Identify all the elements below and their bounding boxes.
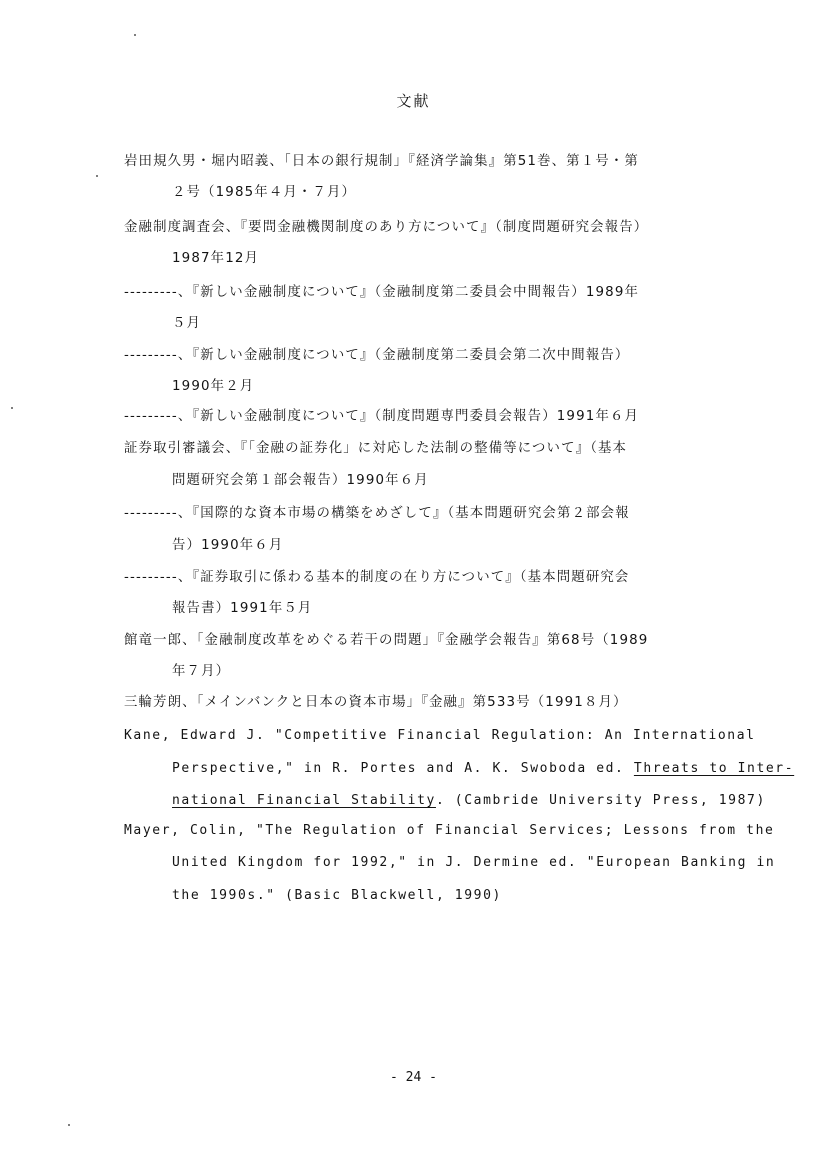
reference-line: ２号（1985年４月・７月） — [172, 185, 357, 200]
reference-line: Kane, Edward J. "Competitive Financial Regulation: An International — [124, 728, 756, 743]
reference-line: 報告書）1991年５月 — [172, 601, 313, 616]
reference-line: ---------、『新しい金融制度について』（金融制度第二委員会第二次中間報告） — [124, 348, 630, 363]
scan-speck — [68, 1124, 70, 1126]
reference-line: ---------、『国際的な資本市場の構築をめざして』（基本問題研究会第２部会報 — [124, 506, 630, 521]
reference-line: 問題研究会第１部会報告）1990年６月 — [172, 473, 429, 488]
reference-line: 館竜一郎、「金融制度改革をめぐる若干の問題」『金融学会報告』第68号（1989 — [124, 633, 649, 648]
book-title-underlined: Threats to Inter- — [633, 761, 795, 776]
page-number: - 24 - — [390, 1070, 437, 1085]
reference-line: 告）1990年６月 — [172, 538, 284, 553]
scan-speck — [11, 407, 13, 409]
scan-speck — [96, 175, 98, 177]
book-title-underlined: national Financial Stability — [172, 793, 436, 808]
page-title: 文献 — [396, 92, 431, 110]
reference-line — [172, 792, 766, 810]
reference-line: ---------、『新しい金融制度について』（金融制度第二委員会中間報告）1989年 — [124, 285, 640, 300]
reference-line: ---------、『証券取引に係わる基本的制度の在り方について』（基本問題研究会 — [124, 570, 630, 585]
reference-text: . (Cambride University Press, 1987) — [435, 793, 766, 808]
reference-line: the 1990s." (Basic Blackwell, 1990) — [172, 888, 502, 903]
reference-line: 年７月） — [172, 664, 231, 679]
reference-line: ---------、『新しい金融制度について』（制度問題専門委員会報告）1991年６月 — [124, 409, 640, 424]
reference-line: Mayer, Colin, "The Regulation of Financial Services; Lessons from the — [124, 823, 775, 838]
reference-text: Perspective," in R. Portes and A. K. Swoboda ed. — [172, 761, 634, 776]
reference-line: 金融制度調査会、『要問金融機関制度のあり方について』（制度問題研究会報告） — [124, 220, 649, 235]
scan-speck — [134, 34, 136, 36]
reference-line: 岩田規久男・堀内昭義、「日本の銀行規制」『経済学論集』第51巻、第１号・第 — [124, 154, 639, 169]
reference-line — [172, 760, 794, 778]
reference-line: 1990年２月 — [172, 379, 255, 394]
reference-line: 証券取引審議会、『「金融の証券化」に対応した法制の整備等について』（基本 — [124, 441, 628, 456]
reference-line: ５月 — [172, 316, 202, 331]
reference-line: 三輪芳朗、「メインバンクと日本の資本市場」『金融』第533号（1991８月） — [124, 695, 628, 710]
reference-line: 1987年12月 — [172, 251, 260, 266]
reference-line: United Kingdom for 1992," in J. Dermine ed. "European Banking in — [172, 855, 776, 870]
